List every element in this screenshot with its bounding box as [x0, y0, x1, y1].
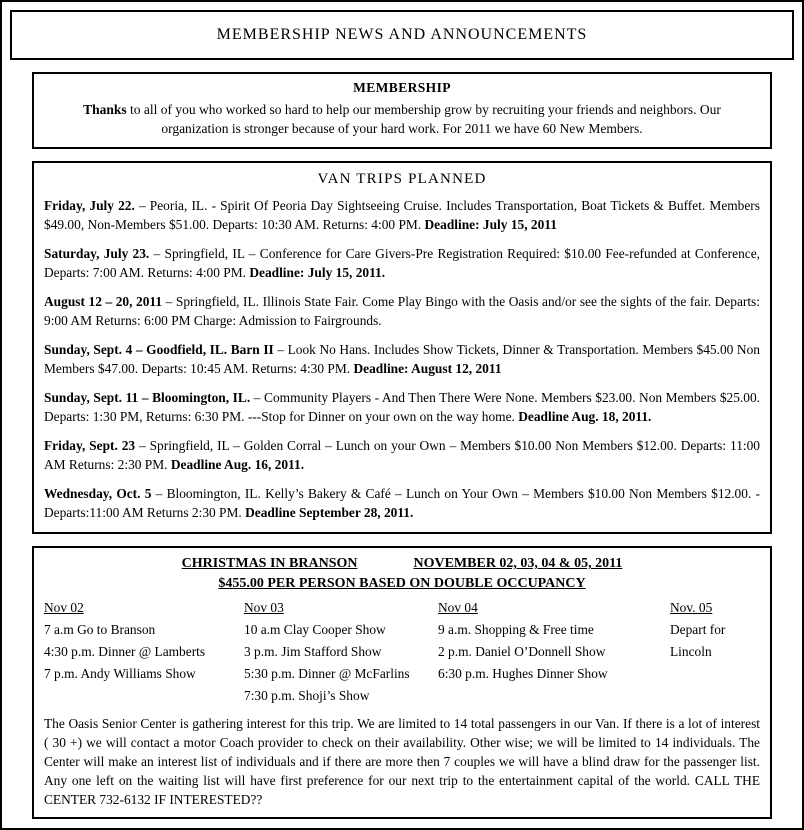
- branson-schedule-item: Lincoln: [670, 644, 712, 659]
- trip-item: [44, 196, 760, 234]
- page-title: MEMBERSHIP NEWS AND ANNOUNCEMENTS: [216, 26, 588, 43]
- trip-item: [44, 244, 760, 282]
- trip-description: – Springfield, IL – Conference for Care Givers-Pre Registration Required: $10.00 Fee-refunded at Conference, Departs: 7:00 AM. Returns: 4:00 PM.: [44, 246, 760, 280]
- branson-schedule-item: 9 a.m. Shopping & Free time: [438, 622, 594, 637]
- trip-description: – Bloomington, IL. Kelly’s Bakery & Café – Lunch on Your Own – Members $10.00 Non Members $12.00. - Departs:11:00 AM Returns 2:30 PM.: [44, 486, 760, 520]
- membership-body: [50, 100, 754, 138]
- branson-price-line: [44, 576, 760, 592]
- trip-date: Sunday, Sept. 11 – Bloomington, IL.: [44, 390, 251, 405]
- branson-title: CHRISTMAS IN BRANSON: [181, 556, 358, 571]
- trip-description: – Community Players - And Then There Were None. Members $23.00. Non Members $25.00. Departs: 1:30 PM, Returns: 6:30 PM. ---Stop for Dinner on your own on the way home.: [44, 390, 760, 424]
- trip-date: August 12 – 20, 2011: [44, 294, 163, 309]
- branson-note: The Oasis Senior Center is gathering interest for this trip. We are limited to 14 total passengers in our Van. If there is a lot of interest ( 30 +) we will contact a motor Coach provider to check on their availability. Other wise; we will be limited to 14 individuals. The Center will make an interest list of individuals and if there are more then 7 couples we will have a blind draw for the passenger list. Any one left on the waiting list will have first preference for our next trip to the entertainment capital of the world. CALL THE CENTER 732-6132 IF INTERESTED??: [44, 716, 760, 807]
- page-title-box: [10, 10, 794, 60]
- branson-day-column: [44, 600, 244, 710]
- branson-day-column: [670, 600, 760, 710]
- trip-date: Friday, July 22.: [44, 198, 135, 213]
- trip-deadline: Deadline Aug. 18, 2011.: [518, 409, 652, 424]
- trip-item: [44, 484, 760, 522]
- branson-schedule: [44, 600, 760, 710]
- trip-date: Friday, Sept. 23: [44, 438, 136, 453]
- trip-date: Wednesday, Oct. 5: [44, 486, 152, 501]
- membership-text: to all of you who worked so hard to help our membership grow by recruiting your friends and neighbors. Our organization is stronger because of your hard work. For 2011 we have 60 New Members.: [126, 102, 721, 136]
- trip-description: – Look No Hans. Includes Show Tickets, Dinner & Transportation. Members $45.00 Non Members $47.00. Departs: 10:45 AM. Returns: 4:30 PM.: [44, 342, 760, 376]
- trip-deadline: Deadline: August 12, 2011: [353, 361, 502, 376]
- branson-dates: NOVEMBER 02, 03, 04 & 05, 2011: [413, 556, 623, 571]
- van-trips-section: [32, 161, 772, 534]
- branson-day-header: Nov. 05: [670, 600, 713, 615]
- trip-deadline: Deadline Aug. 16, 2011.: [170, 457, 305, 472]
- van-trips-list: [44, 196, 760, 522]
- trip-description: – Springfield, IL – Golden Corral – Lunch on your Own – Members $10.00 Non Members $12.00. Departs: 11:00 AM Returns: 2:30 PM.: [44, 438, 760, 472]
- branson-schedule-item: 10 a.m Clay Cooper Show: [244, 622, 386, 637]
- trip-date: Saturday, July 23.: [44, 246, 150, 261]
- trip-description: – Springfield, IL. Illinois State Fair. Come Play Bingo with the Oasis and/or see the sights of the fair. Departs: 9:00 AM Returns: 6:00 PM Charge: Admission to Fairgrounds.: [44, 294, 760, 328]
- branson-day-header: Nov 02: [44, 600, 84, 615]
- trip-description: – Peoria, IL. - Spirit Of Peoria Day Sightseeing Cruise. Includes Transportation, Boat Tickets & Buffet. Members $49.00, Non-Members $51.00. Departs: 10:30 AM. Returns: 4:00 PM.: [44, 198, 760, 232]
- trip-deadline: Deadline: July 15, 2011.: [249, 265, 386, 280]
- branson-schedule-item: Depart for: [670, 622, 726, 637]
- branson-schedule-item: 7 a.m Go to Branson: [44, 622, 156, 637]
- branson-schedule-item: 4:30 p.m. Dinner @ Lamberts: [44, 644, 206, 659]
- branson-price-text: $455.00 PER PERSON BASED ON DOUBLE OCCUPANCY: [218, 576, 586, 591]
- trip-item: [44, 436, 760, 474]
- branson-schedule-item: 7 p.m. Andy Williams Show: [44, 666, 196, 681]
- trip-item: [44, 340, 760, 378]
- branson-schedule-item: 7:30 p.m. Shoji’s Show: [244, 688, 370, 703]
- trip-item: [44, 388, 760, 426]
- branson-schedule-item: 2 p.m. Daniel O’Donnell Show: [438, 644, 606, 659]
- membership-section: [32, 72, 772, 149]
- branson-day-column: [244, 600, 438, 710]
- membership-heading: MEMBERSHIP: [353, 80, 451, 95]
- branson-schedule-item: 6:30 p.m. Hughes Dinner Show: [438, 666, 608, 681]
- branson-title-line: [44, 556, 760, 572]
- branson-day-column: [438, 600, 670, 710]
- trip-deadline: Deadline September 28, 2011.: [245, 505, 414, 520]
- branson-day-header: Nov 04: [438, 600, 478, 615]
- membership-thanks-lead: Thanks: [83, 102, 127, 117]
- branson-schedule-item: 5:30 p.m. Dinner @ McFarlins: [244, 666, 410, 681]
- branson-day-header: Nov 03: [244, 600, 284, 615]
- trip-date: Sunday, Sept. 4 – Goodfield, IL. Barn II: [44, 342, 274, 357]
- branson-schedule-item: 3 p.m. Jim Stafford Show: [244, 644, 382, 659]
- van-trips-heading: VAN TRIPS PLANNED: [317, 171, 487, 187]
- trip-item: [44, 292, 760, 330]
- branson-section: [32, 546, 772, 819]
- trip-deadline: Deadline: July 15, 2011: [424, 217, 557, 232]
